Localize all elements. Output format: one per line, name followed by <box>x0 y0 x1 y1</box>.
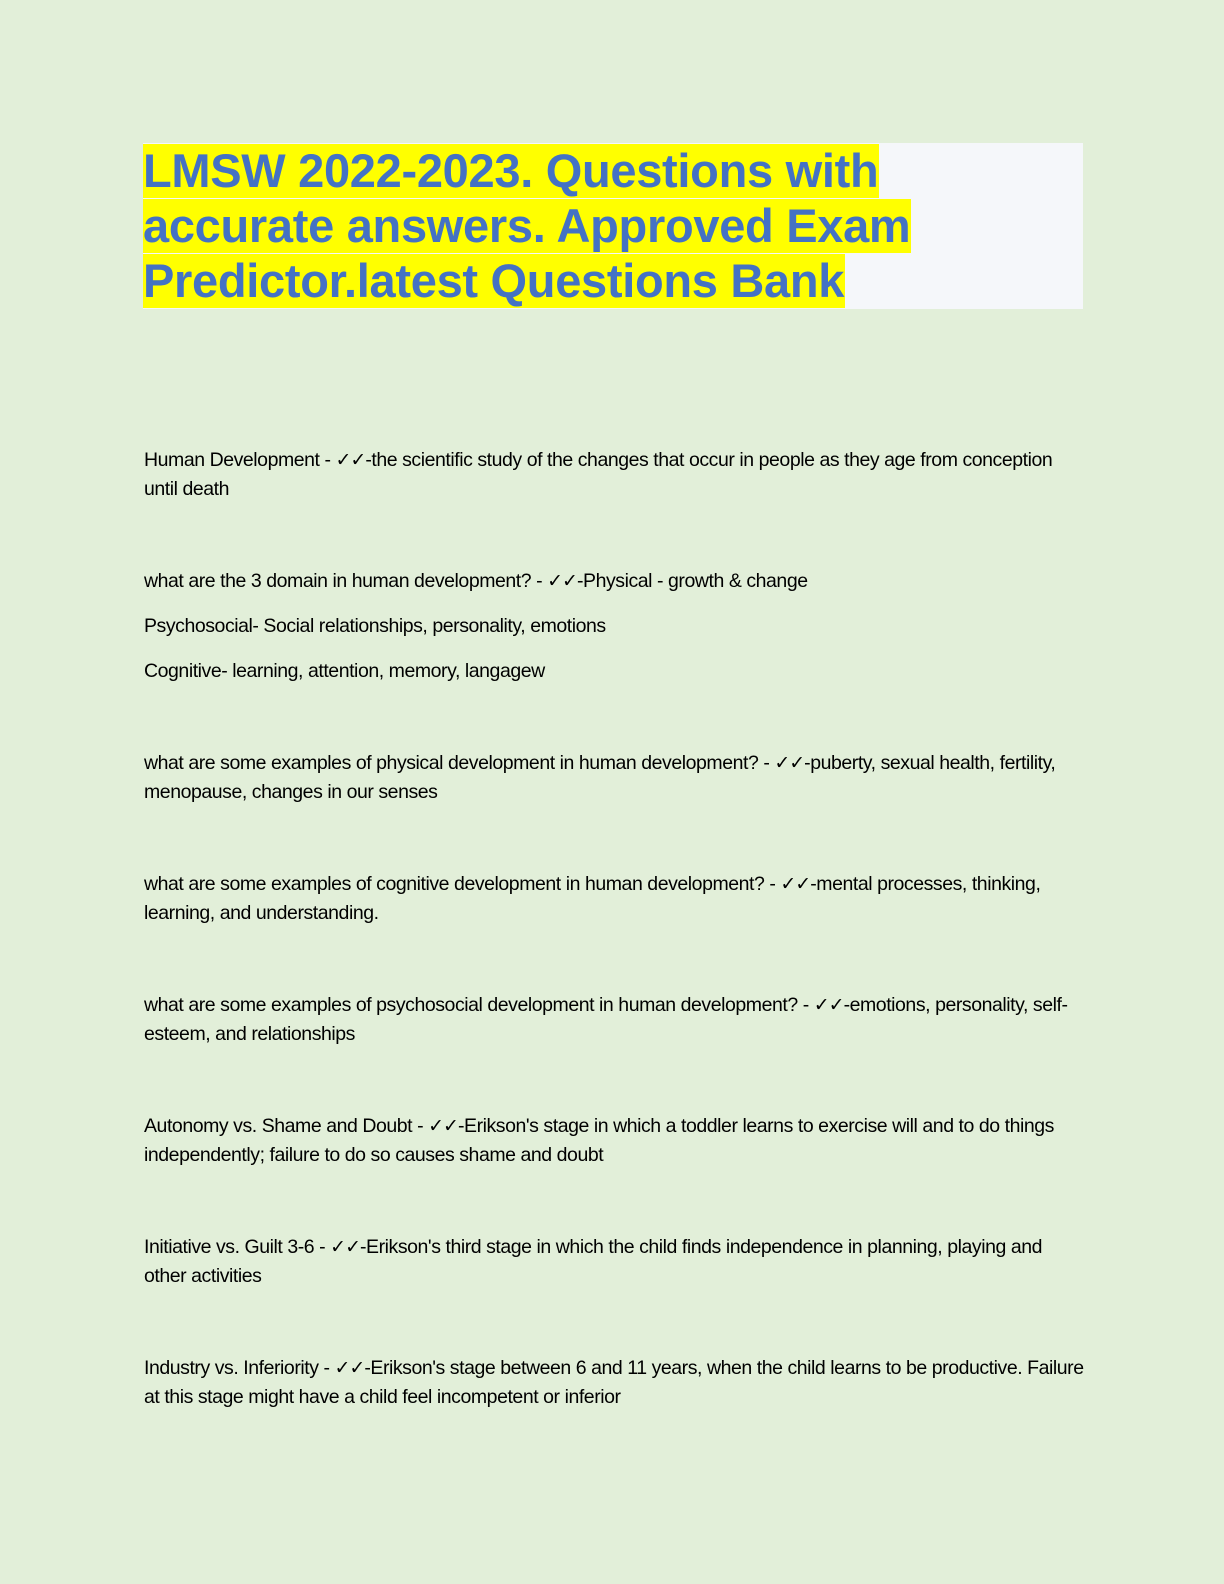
title-line-1: LMSW 2022-2023. Questions with <box>143 144 879 197</box>
qa-entry-human-development <box>144 446 1084 504</box>
question-text: Autonomy vs. Shame and Doubt - <box>144 1115 429 1137</box>
double-check-icon: ✓✓ <box>428 1115 458 1137</box>
qa-entry-cognitive-development <box>144 870 1084 928</box>
answer-continuation-cognitive: Cognitive- learning, attention, memory, langagew <box>144 660 545 682</box>
document-title <box>143 143 1083 308</box>
qa-entry-initiative-vs-guilt <box>144 1233 1084 1291</box>
double-check-icon: ✓✓ <box>334 1357 365 1379</box>
answer-text: -Physical - growth & change <box>576 570 808 592</box>
qa-entry-three-domains <box>144 567 1084 596</box>
answer-text: -Erikson's third stage in which the child finds independence in planning, playing and other activities <box>144 1236 1043 1287</box>
double-check-icon: ✓✓ <box>330 1236 361 1258</box>
double-check-icon: ✓✓ <box>547 570 577 592</box>
double-check-icon: ✓✓ <box>813 994 844 1016</box>
qa-entry-physical-development <box>144 749 1084 807</box>
answer-text: -Erikson's stage in which a toddler learns to exercise will and to do things independently; failure to do so causes shame and doubt <box>144 1115 1054 1166</box>
title-line-3: Predictor.latest Questions Bank <box>143 254 845 307</box>
question-text: what are the 3 domain in human development? - <box>144 570 548 592</box>
qa-entry-autonomy-vs-shame <box>144 1112 1084 1170</box>
answer-text: -puberty, sexual health, fertility, menopause, changes in our senses <box>144 752 1056 803</box>
answer-text: -mental processes, thinking, learning, and understanding. <box>144 873 1041 924</box>
answer-continuation-psychosocial: Psychosocial- Social relationships, personality, emotions <box>144 615 606 637</box>
double-check-icon: ✓✓ <box>774 752 805 774</box>
qa-entry-industry-vs-inferiority <box>144 1354 1084 1412</box>
question-text: what are some examples of psychosocial development in human development? - <box>144 994 814 1016</box>
qa-entry-psychosocial-development <box>144 991 1084 1049</box>
question-text: what are some examples of physical development in human development? - <box>144 752 775 774</box>
qa-list <box>144 446 1084 1412</box>
answer-text: -the scientific study of the changes that occur in people as they age from conception until death <box>144 449 1053 500</box>
question-text: Industry vs. Inferiority - <box>144 1357 335 1379</box>
answer-text: -emotions, personality, self-esteem, and relationships <box>144 994 1068 1045</box>
question-text: Initiative vs. Guilt 3-6 - <box>144 1236 331 1258</box>
question-text: what are some examples of cognitive development in human development? - <box>144 873 781 895</box>
double-check-icon: ✓✓ <box>335 449 366 471</box>
title-block <box>143 143 1083 309</box>
answer-text: -Erikson's stage between 6 and 11 years, when the child learns to be productive. Failure at this stage might have a child feel incompetent or inferior <box>144 1357 1084 1408</box>
title-line-2: accurate answers. Approved Exam <box>143 199 911 252</box>
question-text: Human Development - <box>144 449 336 471</box>
title-highlight <box>143 144 911 308</box>
double-check-icon: ✓✓ <box>780 873 811 895</box>
